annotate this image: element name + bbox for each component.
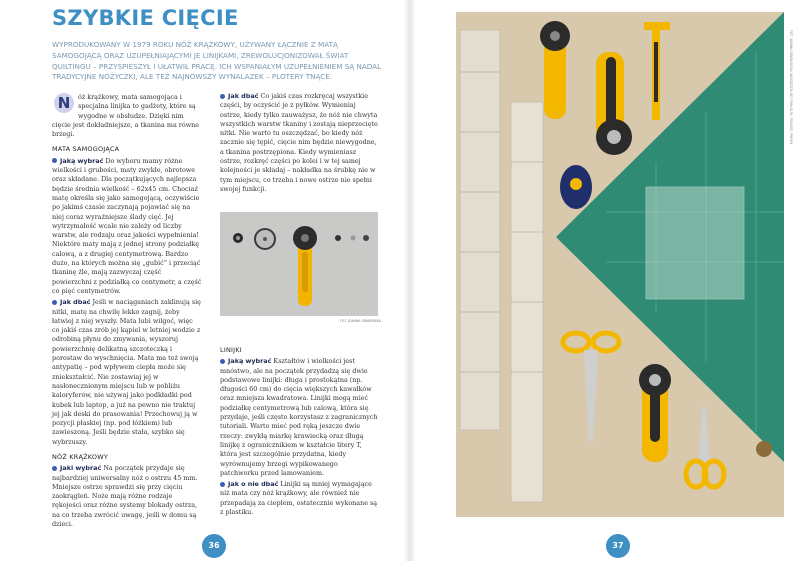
brass-charm xyxy=(756,441,772,457)
dropcap: N xyxy=(54,93,74,113)
ruler-choose-paragraph xyxy=(220,357,378,478)
lead-paragraph: WYPRODUKOWANY W 1979 ROKU NÓŻ KRĄŻKOWY, UŻYWANY ŁĄCZNIE Z MATĄ SAMOGOJĄCĄ ORAZ UZUPEŁNIAJĄCYMI JE LINIJKAMI, ZREWOLUCJONIZOWAŁ ŚWIAT QUILTINGU – PRZYSPIESZYŁ I UŁATWIŁ PRACĘ. ICH WSPANIAŁYM UZUPEŁNIENIEM SĄ NADAL TRADYCYJNE NOŻYCZKI, ALE TEŻ NAJNOWSZY WYNALAZEK – PLOTERY TNĄCE. xyxy=(52,40,382,82)
side-caption-text: FOT. JOANNA GRABARSKA; NARZĘDZIA OD FIRM OLFA, FISKARS, PROYM xyxy=(789,30,793,145)
knife-care-paragraph xyxy=(220,92,378,194)
knife-choose-text: Na początek przydaje się najbardziej uniwersalny nóż o ostrzu 45 mm. Mniejsze ostrze sprawdzi się przy cięciu zaokrągleń. Noże mają różne rodzaje rękojeści oraz różne systemy blokady ostrza, na co trzeba zwrócić uwagę, jeśli w domu są dzieci. xyxy=(52,464,198,529)
book-spine xyxy=(404,0,416,561)
ruler-choose-heading: Jaką wybrać xyxy=(228,357,272,366)
ruler-care-heading: Jak o nie dbać xyxy=(228,480,279,489)
column-right-top xyxy=(220,92,378,196)
rotary-cutter-3 xyxy=(639,364,671,462)
photo-credit: FOT. JOANNA GRABARSKA xyxy=(340,319,382,323)
mat-choose-text: Do wyboru mamy różne wielkości i grubości, maty zwykłe, obrotowe oraz składane. Dla początkujących najlepsza będzie średnia wielkość – 62x45 cm. Chociaż matę określa się jako samogojącą, oczywiście po jakimś czasie zaczynają pojawiać się na niej coraz wyraźniejsze ślady cięć. Jej wytrzymałość wcale nie zależy od liczby warstw, ale rodzaju oraz jakości wypełnienia! Niektóre maty mają z jednej strony podziałkę calową, a z drugiej centymetrową. Bardzo dużo, na których można się „gubić” i przeciąć tkaninę źle, mają zazwyczaj część powierzchni z podziałką co centymetr, a część co pięć centymetrów. xyxy=(52,156,202,295)
square-ruler xyxy=(646,187,744,299)
page-number-right: 37 xyxy=(606,534,630,558)
ruler-care-paragraph xyxy=(220,480,378,517)
bullet-icon xyxy=(220,359,225,364)
mat-choose-heading: Jaką wybrać xyxy=(60,156,104,165)
ruler-care-text: Linijki są mniej wymagające niż mata czy nóż krążkowy, ale również nie przepadają za ciepłem, ostatecznie wykonane są z plastiku. xyxy=(220,480,378,517)
side-caption xyxy=(787,30,793,510)
knife-choose-paragraph xyxy=(52,464,202,529)
mat-choose-paragraph xyxy=(52,157,202,296)
rotary-cutter-parts-photo xyxy=(220,212,378,316)
section-heading-mat: MATA SAMOGOJĄCA xyxy=(52,145,120,154)
bullet-icon xyxy=(52,466,57,471)
column-left xyxy=(52,93,202,531)
column-right-bottom xyxy=(220,340,378,519)
mat-care-text: Jeśli w naciąganiach zaklinują się nitki, matę na chwilę lekko zagnij, żeby łatwiej z niej wyszły. Mata lubi wilgoć, więc co jakiś czas zrób jej kąpiel w letniej wodzie z odrobiną płynu do zmywania, wyszoruj powierzchnię delikatną szczoteczką i porostaw do wyschnięcia. Mata ma też swoją antypatię – pod wpływem ciepła może się zniekształcić. Nie zostawiaj jej w nasłonecznionym miejscu lub w pobliżu kaloryferów, nie używaj jako podkładki pod kubek lub laptop, a już na pewno nie traktuj jej jak deski do prasowania! Przechowuj ją w pozycji płaskiej (np. pod łóżkiem) lub zawieszoną. Jeśli będzie stała, szybko się wybrzuszy. xyxy=(52,298,201,446)
intro-text: óż krążkowy, mata samogojąca i specjalna linijka to gadżety, które są wygodne w obsłudze. Dzięki nim cięcie jest dokładniejsze, a tkanina ma równe brzegi. xyxy=(52,93,200,139)
page-number-left: 36 xyxy=(202,534,226,558)
ruler-choose-text: Kształtów i wielkości jest mnóstwo, ale na początek przydadzą się dwie podstawowe linijki: długa i prostokątna (np. długości 60 cm) do cięcia większych kawałków oraz mniejsza kwadratowa. Linijki mogą mieć podziałkę centymetrową lub calową, która się przydaje, jeśli często korzystasz z zagranicznych tutoriali. Warto mieć pod ręką jeszcze dwie rzeczy: zwykłą miarkę krawiecką oraz długą linijkę z ogranicznikiem w kształcie litery T, która jest szczególnie przydatna, kiedy wyrównujemy brzegi wypikowanego patchworku przed lamowaniem. xyxy=(220,357,378,477)
bullet-icon xyxy=(220,482,225,487)
intro-paragraph xyxy=(52,93,202,139)
page-title: SZYBKIE CIĘCIE xyxy=(52,6,239,30)
mat-care-paragraph xyxy=(52,298,202,447)
knife-care-heading: Jak dbać xyxy=(228,92,259,100)
tape-measure xyxy=(560,165,592,209)
rotary-cutter-1 xyxy=(540,21,570,119)
section-heading-knife: NÓŻ KRĄŻKOWY xyxy=(52,452,108,461)
tools-illustration xyxy=(456,12,784,517)
long-ruler xyxy=(460,30,500,430)
section-heading-rulers: LINIJKI xyxy=(220,346,242,354)
tools-photo xyxy=(456,12,784,517)
mat-care-heading: Jak dbać xyxy=(60,298,91,307)
knife-care-text: Co jakiś czas rozkręcaj wszystkie części, by oczyścić je z pyłków. Wymieniaj ostrze, kiedy tylko zauważysz, że nóż nie chwyta wszystkich warstw tkaniny i zostają nieprzecięte nitki. Nie warto tu oszczędzać, bo kiedy nóż zacznie się tępić, cięcie nim będzie niewygodne, a tkanina postrzępiona. Kiedy wymieniasz ostrze, rozkręć części po kolei i w tej samej kolejności je składaj – nakładka na śrubkę nie w tym miejscu, co trzeba i nowe ostrze nie spełni swojej funkcji. xyxy=(220,92,378,193)
bullet-icon xyxy=(52,158,57,163)
knife-choose-heading: Jaki wybrać xyxy=(60,464,102,473)
rotary-cutter-parts-illustration xyxy=(220,212,378,316)
bullet-icon xyxy=(52,300,57,305)
bullet-icon xyxy=(220,94,225,99)
